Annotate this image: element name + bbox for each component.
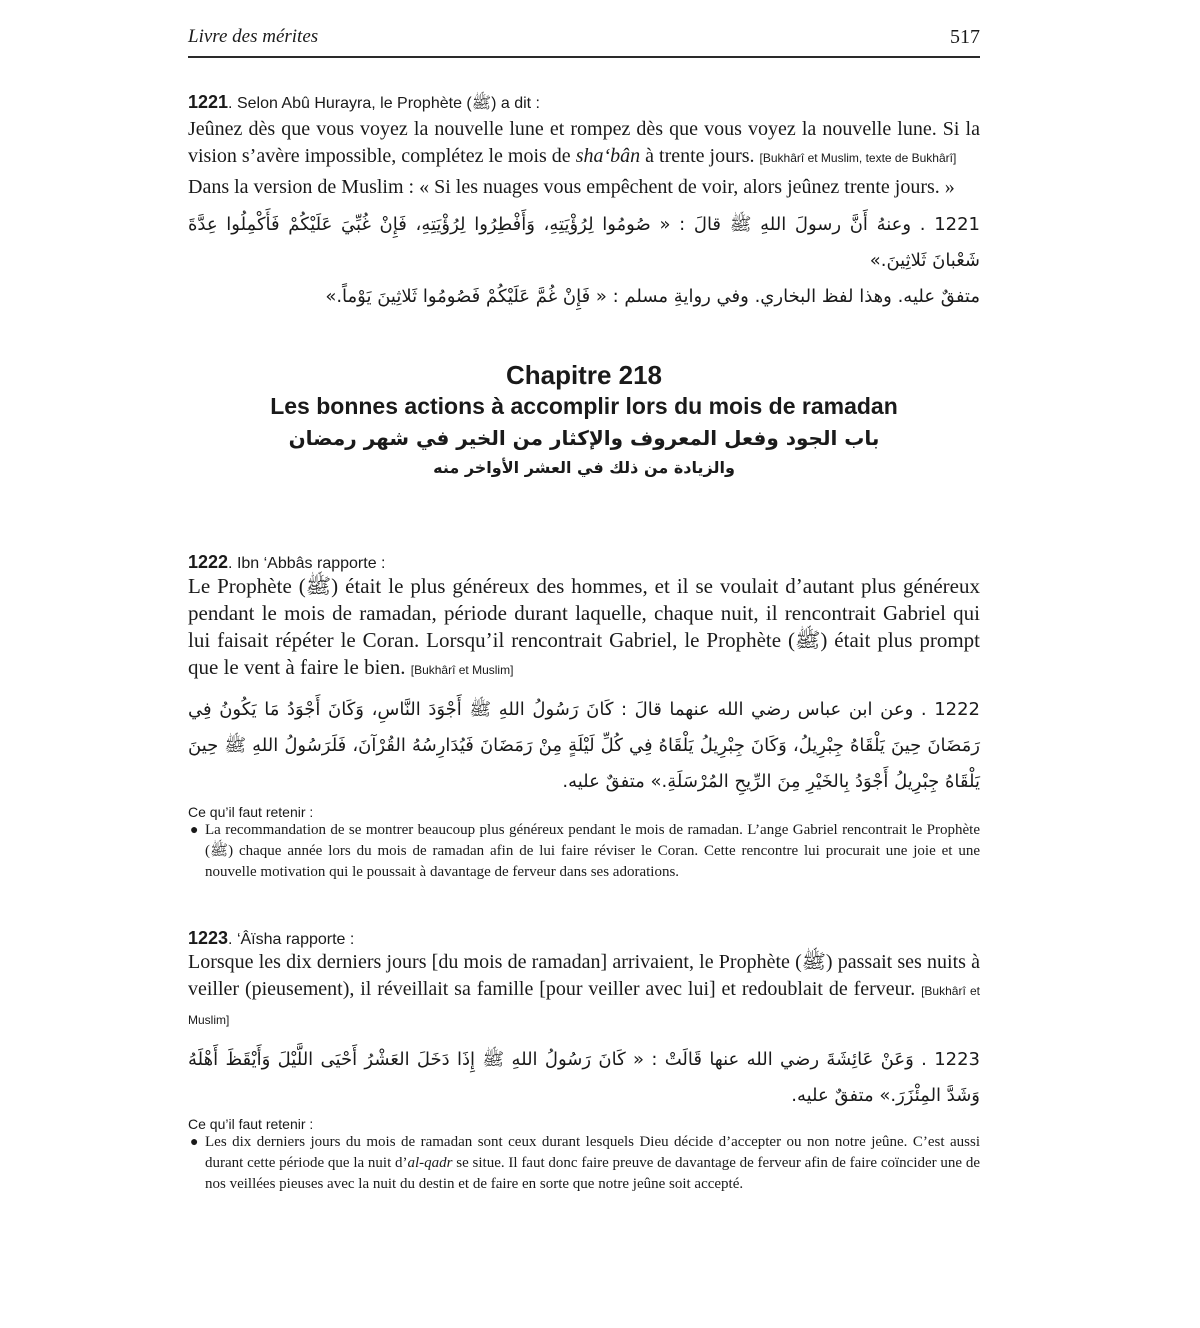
hadith-heading [188, 552, 980, 573]
hadith-arabic: 1223 . وَعَنْ عَائِشَةَ رضي الله عنها قَالَتْ : « كَانَ رَسُولُ اللهِ ﷺ إِذَا دَخَلَ العَشْرُ أَحْيَى اللَّيْلَ وَأَيْقَظَ أَهْلَهُ وَشَدَّ المِئْزَرَ.» متفقٌ عليه. [188, 1049, 980, 1106]
retain-title: Ce qu’il faut retenir : [188, 804, 314, 820]
hadith-reference: [Bukhârî et Muslim, texte de Bukhârî] [759, 151, 957, 165]
retain-item [188, 1132, 980, 1195]
hadith-number: 1223 [188, 928, 229, 948]
retain-item-text: La recommandation de se montrer beaucoup plus généreux pendant le mois de ramadan. L’ange Gabriel rencontrait le Prophète (ﷺ) chaque année lors du mois de ramadan afin de lui faire réviser le Coran. Cette rencontre lui procurait une joie et une nouvelle motivation qui le poussait à davantage de ferveur dans ses adorations. [205, 822, 980, 880]
hadith-arabic: 1222 . وعن ابن عباس رضي الله عنهما قالَ : كَانَ رَسُولُ اللهِ ﷺ أَجْوَدَ النَّاسِ، وَكَانَ أَجْوَدُ مَا يَكُونُ فِي رَمَضَانَ حِينَ يَلْقَاهُ جِبْرِيلُ، وَكَانَ جِبْرِيلُ يَلْقَاهُ فِي كُلِّ لَيْلَةٍ مِنْ رَمَضَانَ فَيُدَارِسُهُ القُرْآنَ، فَلَرَسُولُ اللهِ ﷺ حِينَ يَلْقَاهُ جِبْرِيلُ أَجْوَدُ بِالخَيْرِ مِنَ الرِّيحِ المُرْسَلَةِ.» متفقٌ عليه. [188, 699, 980, 792]
hadith-heading [188, 928, 980, 949]
running-header [188, 26, 980, 58]
translation-text: Le Prophète (ﷺ) était le plus généreux des hommes, et il se voulait d’autant plus généreux pendant le mois de ramadan, période durant laquelle, chaque nuit, il rencontrait Gabriel qui lui faisait répéter le Coran. Lorsqu’il rencontrait Gabriel, le Prophète (ﷺ) était plus prompt que le vent à faire le bien. [188, 574, 980, 679]
hadith-translation [188, 116, 980, 172]
hadith-1222 [188, 552, 980, 883]
hadith-number: 1222 [188, 552, 229, 572]
retain-item-text-end: se situe. Il faut donc faire preuve de davantage de ferveur afin de faire coïncider une de nos veillées pieuses avec la nuit du destin et de faire en sorte que notre jeûne soit accepté. [205, 1155, 981, 1192]
hadith-narrator: . Ibn ‘Abbâs rapporte : [228, 555, 386, 572]
translation-text: Lorsque les dix derniers jours [du mois de ramadan] arrivaient, le Prophète (ﷺ) passait ses nuits à veiller (pieusement), il réveillait sa famille [pour veiller avec lui] et redoublait de ferveur. [188, 951, 980, 1000]
retain-item-text: Les dix derniers jours du mois de ramadan sont ceux durant lesquels Dieu décide d’accepter ou non notre jeûne. C’est aussi durant cette période que la nuit d’ [205, 1134, 980, 1171]
hadith-number: 1221 [188, 92, 229, 112]
translation-text-end: à trente jours. [640, 145, 760, 167]
hadith-reference: [Bukhârî et Muslim] [188, 984, 981, 1027]
hadith-narrator: . ‘Âïsha rapporte : [228, 931, 355, 948]
bullet-icon: ● [190, 1135, 199, 1150]
hadith-translation [188, 573, 980, 684]
hadith-arabic-line-2: متفقٌ عليه. وهذا لفظ البخاري. وفي روايةِ مسلم : « فَإِنْ غُمَّ عَلَيْكُمْ فَصُومُوا ثَلاثِينَ يَوْماً.» [325, 286, 980, 307]
retain-item [188, 820, 980, 883]
hadith-reference: [Bukhârî et Muslim] [410, 663, 514, 677]
retain-item-italic-term: al-qadr [407, 1155, 453, 1171]
hadith-translation [188, 949, 980, 1034]
chapter-title: Les bonnes actions à accomplir lors du mois de ramadan [270, 393, 898, 419]
page-number: 517 [950, 26, 980, 48]
bullet-icon: ● [190, 823, 199, 838]
chapter-arabic-title-1: باب الجود وفعل المعروف والإكثار من الخير في شهر رمضان [288, 426, 880, 450]
hadith-arabic-line-1: 1221 . وعنهُ أَنَّ رسولَ اللهِ ﷺ قالَ : « صُومُوا لِرُؤْيَتِهِ، وَأَفْطِرُوا لِرُؤْيَتِهِ، فَإِنْ غُبِّيَ عَلَيْكُمْ فَأَكْمِلُوا عِدَّةَ شَعْبانَ ثَلاثِينَ.» [188, 214, 980, 271]
chapter-arabic-title-2: والزيادة من ذلك في العشر الأواخر منه [433, 458, 735, 477]
chapter-number: Chapitre 218 [505, 360, 663, 390]
hadith-variant: Dans la version de Muslim : « Si les nuages vous empêchent de voir, alors jeûnez trente jours. » [188, 176, 955, 198]
chapter-heading [188, 360, 980, 477]
hadith-narrator: . Selon Abû Hurayra, le Prophète (ﷺ) a dit : [228, 95, 540, 112]
hadith-1223 [188, 928, 980, 1195]
running-title: Livre des mérites [188, 26, 319, 47]
hadith-1221 [188, 92, 980, 315]
translation-text: Jeûnez dès que vous voyez la nouvelle lune et rompez dès que vous voyez la nouvelle lune. Si la vision s’avère impossible, complétez le mois de [188, 118, 980, 167]
hadith-heading [188, 92, 980, 116]
retain-title: Ce qu’il faut retenir : [188, 1116, 314, 1132]
translation-italic-term: sha‘bân [575, 145, 641, 167]
